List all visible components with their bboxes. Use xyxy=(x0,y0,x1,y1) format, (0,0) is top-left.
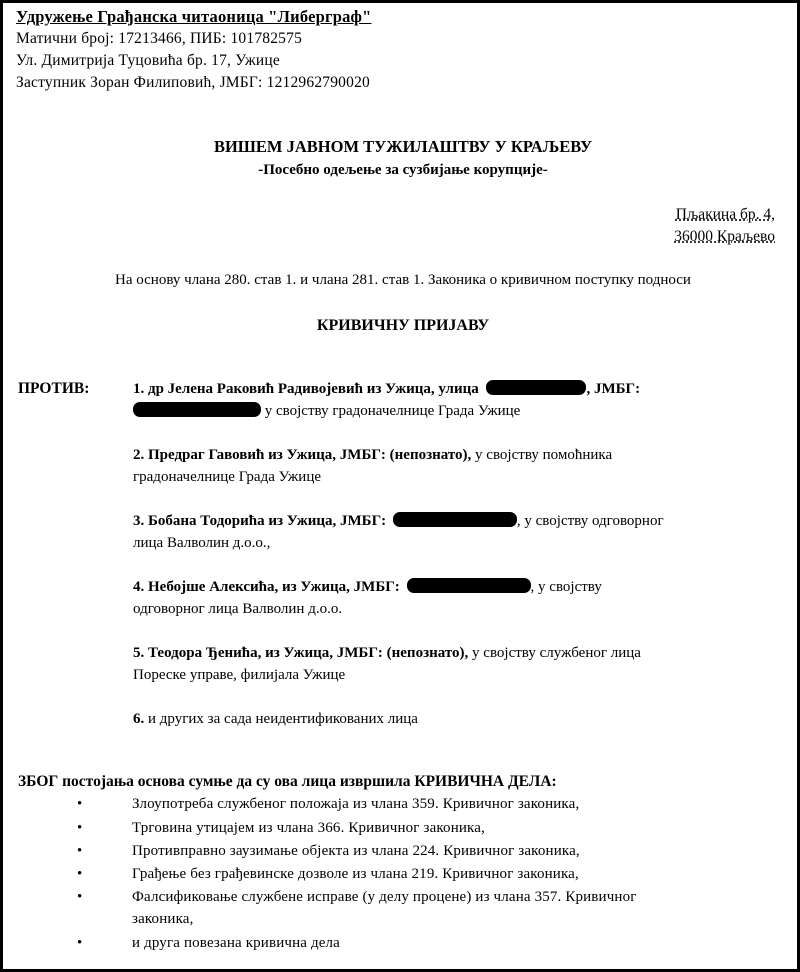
bullet-icon: • xyxy=(77,889,83,905)
person-1-name: 1. др Јелена Раковић Радивојевић из Ужица, улица xyxy=(133,381,479,397)
offense-item-4: Грађење без грађевинске дозволе из члана 219. Кривичног законика, xyxy=(132,866,579,882)
person-6-number: 6. xyxy=(133,711,145,727)
recipient-name: ВИШЕМ ЈАВНОМ ТУЖИЛАШТВУ У КРАЉЕВУ xyxy=(213,137,593,156)
grounds-lead-text: ЗБОГ постојања основа сумње да су ова лица извршила xyxy=(18,773,415,790)
recipient-address-line1: Пљакина бр. 4, xyxy=(675,206,775,223)
org-representative: Заступник Зоран Филиповић, ЈМБГ: 1212962790020 xyxy=(16,74,370,91)
person-3-name: 3. Бобана Тодорића из Ужица, ЈМБГ: xyxy=(133,513,387,529)
bullet-icon: • xyxy=(77,866,83,882)
intro-text: На основу члана 280. став 1. и члана 281. став 1. Законика о кривичном поступку подноси xyxy=(115,272,691,288)
redaction-mark xyxy=(407,578,531,593)
redaction-mark xyxy=(486,380,586,395)
person-1-line2 xyxy=(133,401,520,421)
bullet-icon: • xyxy=(77,796,83,812)
person-3-line1 xyxy=(133,511,664,531)
person-3-role: , у својству одговорног xyxy=(516,513,664,529)
person-4-name: 4. Небојше Алексића, из Ужица, ЈМБГ: xyxy=(133,579,400,595)
person-2-role: у својству помоћника xyxy=(471,447,613,463)
person-2-name: 2. Предраг Гавовић из Ужица, ЈМБГ: (непознато), xyxy=(133,447,472,463)
redaction-mark xyxy=(133,402,261,417)
person-5-name: 5. Теодора Ђенића, из Ужица, ЈМБГ: (непознато), xyxy=(133,645,469,661)
org-name: Удружење Грађанска читаоница "Либерграф" xyxy=(16,7,372,26)
offense-item-5: Фалсификовање службене исправе (у делу процене) из члана 357. Кривичног xyxy=(132,889,637,905)
person-6-text: и других за сада неидентификованих лица xyxy=(144,711,418,727)
grounds-lead xyxy=(18,772,557,792)
grounds-lead-bold: КРИВИЧНА ДЕЛА: xyxy=(414,773,557,790)
recipient-address-line2: 36000 Краљево xyxy=(674,228,775,245)
offense-item-3: Противправно заузимање објекта из члана 224. Кривичног законика, xyxy=(132,843,580,859)
person-1-role: у својству градоначелнице Града Ужице xyxy=(261,403,521,419)
org-registration: Матични број: 17213466, ПИБ: 101782575 xyxy=(16,30,303,47)
person-5-role: у својству службеног лица xyxy=(468,645,641,661)
recipient-department: -Посебно одељење за сузбијање корупције- xyxy=(258,162,548,178)
bullet-icon: • xyxy=(77,820,83,836)
person-6-line1 xyxy=(133,709,418,729)
offense-item-1: Злоупотреба службеног положаја из члана 359. Кривичног законика, xyxy=(132,796,580,812)
person-4-line2: одговорног лица Валволин д.о.о. xyxy=(133,601,343,617)
person-1-line1 xyxy=(133,379,640,399)
against-label: ПРОТИВ: xyxy=(18,380,90,397)
person-2-line2: градоначелнице Града Ужице xyxy=(133,469,322,485)
person-3-line2: лица Валволин д.о.о., xyxy=(133,535,271,551)
redaction-mark xyxy=(393,512,517,527)
document-title: КРИВИЧНУ ПРИЈАВУ xyxy=(316,317,490,334)
org-address: Ул. Димитрија Туцовића бр. 17, Ужице xyxy=(16,52,280,69)
bullet-icon: • xyxy=(77,935,83,951)
person-5-line2: Пореске управе, филијала Ужице xyxy=(133,667,346,683)
offense-item-6: и друга повезана кривична дела xyxy=(132,935,340,951)
person-1-jmbg-label: , ЈМБГ: xyxy=(586,381,641,397)
offense-item-2: Трговина утицајем из члана 366. Кривичног законика, xyxy=(132,820,485,836)
person-4-line1 xyxy=(133,577,602,597)
offense-item-5-continued: законика, xyxy=(132,911,194,927)
person-4-role: , у својству xyxy=(530,579,602,595)
person-5-line1 xyxy=(133,643,641,663)
bullet-icon: • xyxy=(77,843,83,859)
person-2-line1 xyxy=(133,445,612,465)
